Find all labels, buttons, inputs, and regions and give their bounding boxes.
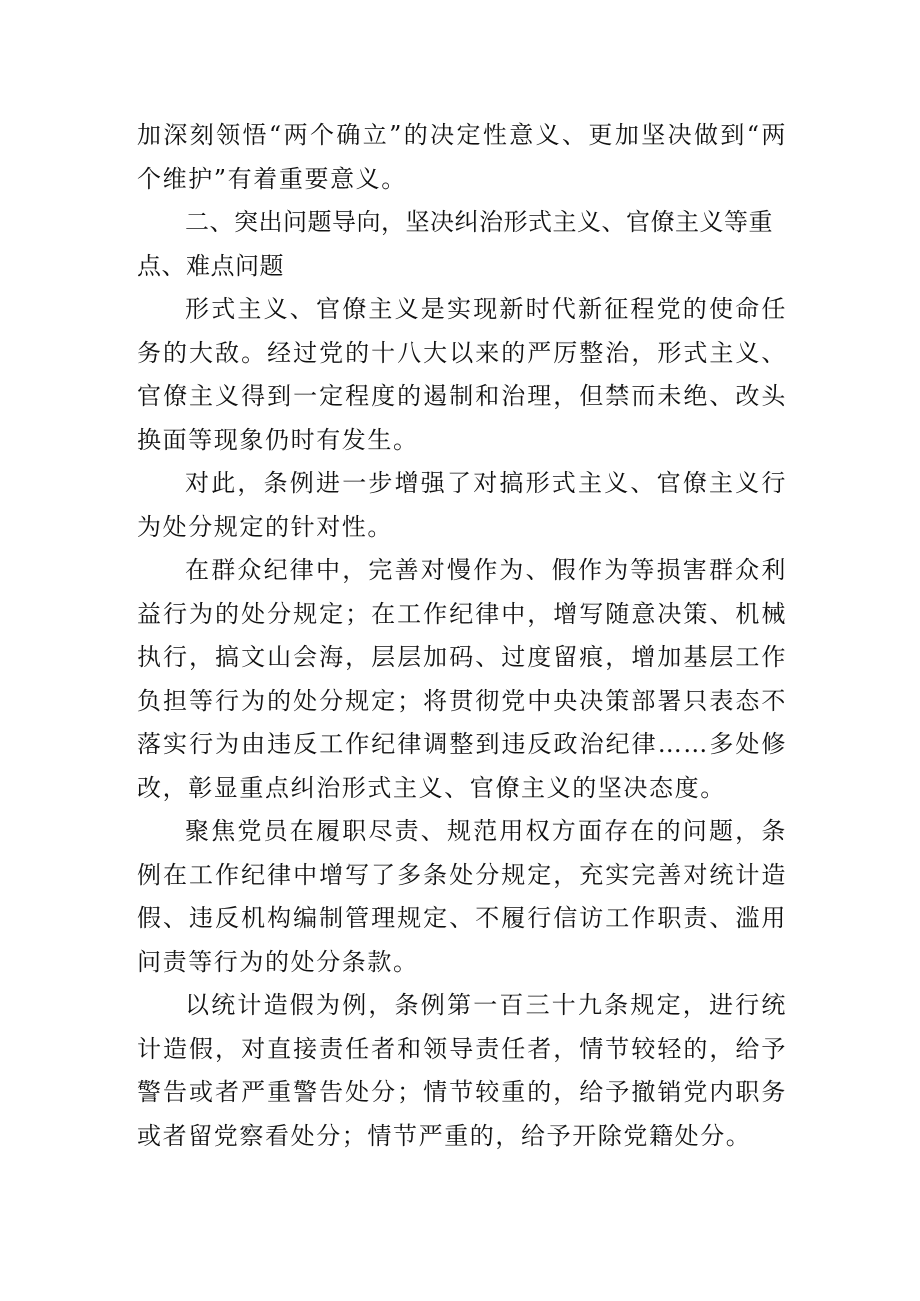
section-heading: 二、突出问题导向，坚决纠治形式主义、官僚主义等重点、难点问题 [137, 208, 773, 280]
body-paragraph-4: 聚焦党员在履职尽责、规范用权方面存在的问题，条例在工作纪律中增写了多条处分规定，充实完善对统计造假、违反机构编制管理规定、不履行信访工作职责、滥用问责等行为的处分条款。 [137, 817, 787, 976]
body-paragraph-1: 形式主义、官僚主义是实现新时代新征程党的使命任务的大敌。经过党的十八大以来的严厉整治，形式主义、官僚主义得到一定程度的遏制和治理，但禁而未绝、改头换面等现象仍时有发生。 [137, 295, 787, 454]
document-body [137, 114, 787, 1158]
body-paragraph-5: 以统计造假为例，条例第一百三十九条规定，进行统计造假，对直接责任者和领导责任者，情节较轻的，给予警告或者严重警告处分；情节较重的，给予撤销党内职务或者留党察看处分；情节严重的，给予开除党籍处分。 [137, 991, 787, 1150]
body-paragraph-2: 对此，条例进一步增强了对搞形式主义、官僚主义行为处分规定的针对性。 [137, 469, 787, 541]
body-paragraph-3: 在群众纪律中，完善对慢作为、假作为等损害群众利益行为的处分规定；在工作纪律中，增写随意决策、机械执行，搞文山会海，层层加码、过度留痕，增加基层工作负担等行为的处分规定；将贯彻党中央决策部署只表态不落实行为由违反工作纪律调整到违反政治纪律……多处修改，彰显重点纠治形式主义、官僚主义的坚决态度。 [137, 556, 787, 802]
continuation-paragraph: 加深刻领悟“两个确立”的决定性意义、更加坚决做到“两个维护”有着重要意义。 [137, 121, 787, 193]
